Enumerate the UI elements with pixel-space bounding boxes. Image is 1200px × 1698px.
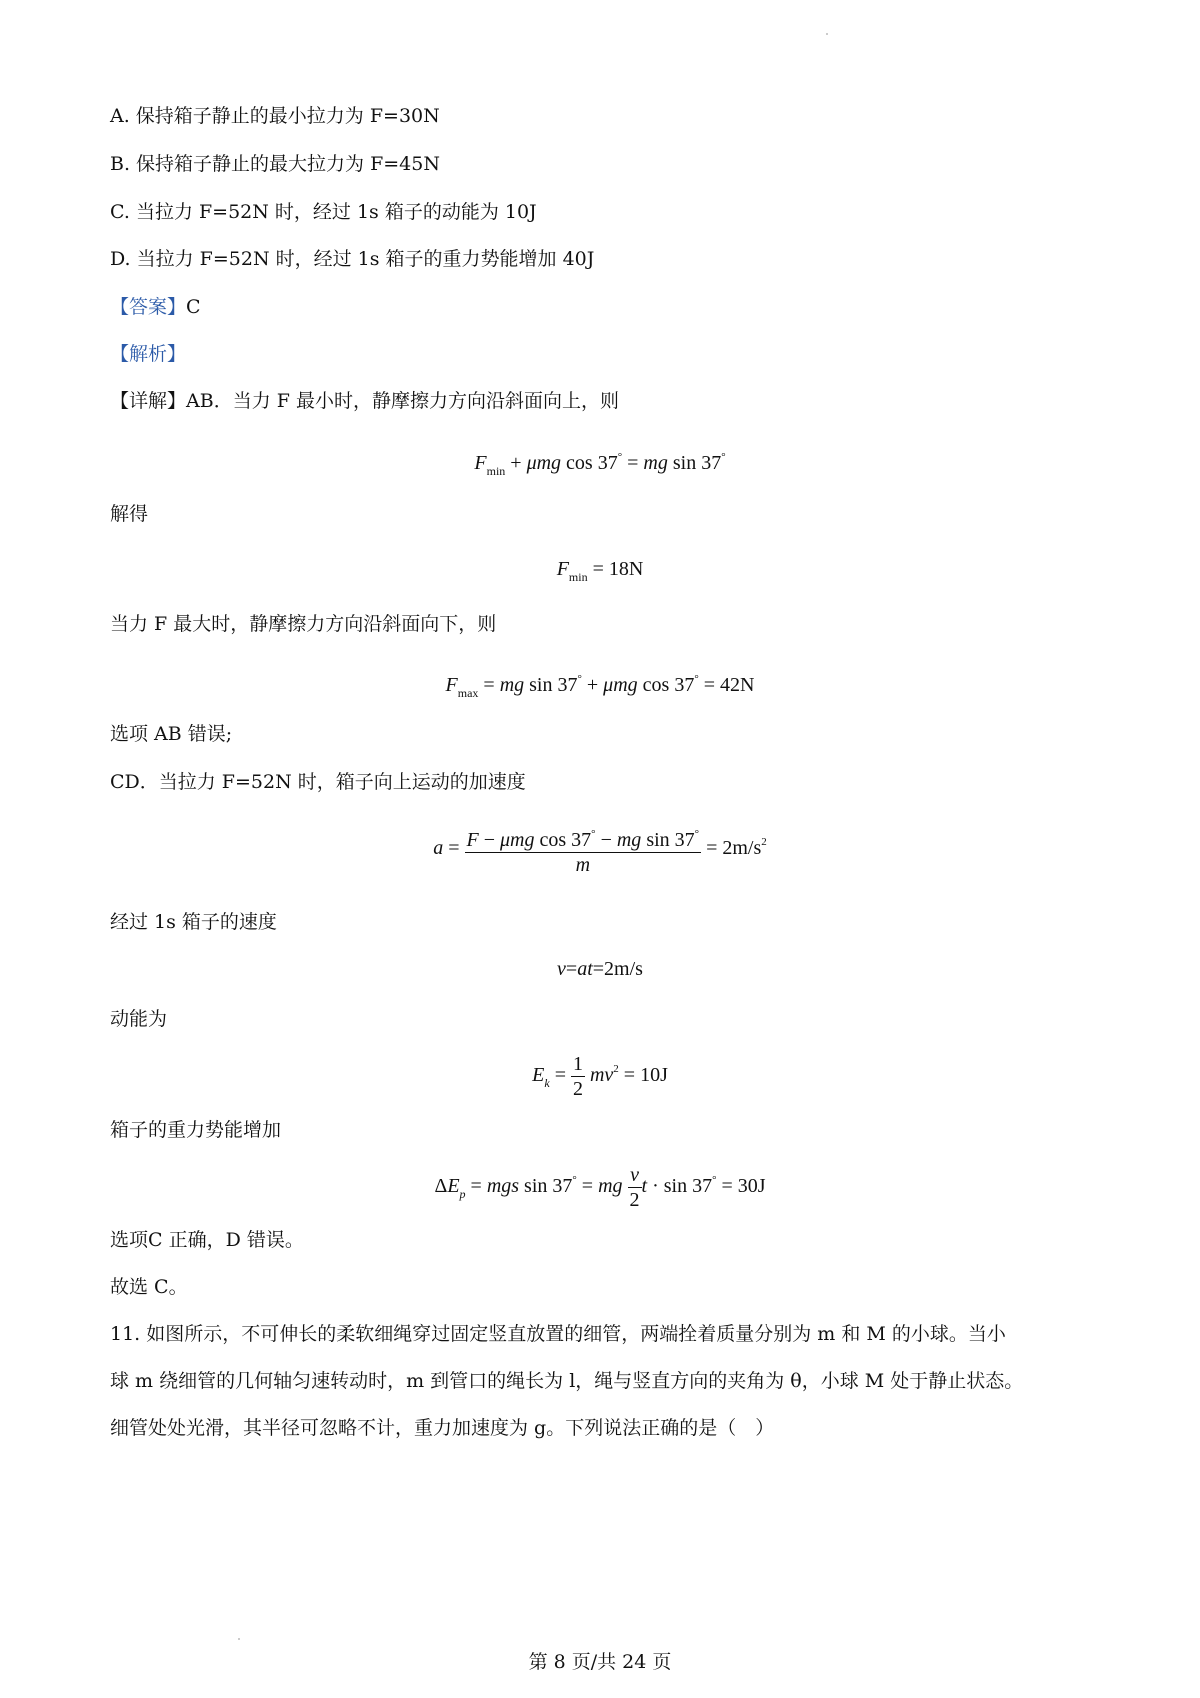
answer-label: 【答案】	[110, 296, 187, 318]
equation-3: $F_{max}$ = mg sin 37° + μmg cos 37° = 42N	[445, 673, 755, 700]
equation-6: $E_k$ = $\frac{1}{2}$ $mv^2 = 10J$	[532, 1053, 668, 1100]
analysis-label: 【解析】	[110, 343, 187, 365]
option-b: B. 保持箱子静止的最大拉力为 F=45N	[110, 153, 440, 175]
speed-intro: 经过 1s 箱子的速度	[110, 911, 277, 933]
question-11-line-1: 11. 如图所示，不可伸长的柔软细绳穿过固定竖直放置的细管，两端拴着质量分别为 m 和 M 的小球。当小	[110, 1323, 1006, 1345]
fraction: $\frac{1}{2}$	[572, 1053, 583, 1100]
equation-5: v=at=2m/s	[557, 958, 643, 980]
option-d: D. 当拉力 F=52N 时，经过 1s 箱子的重力势能增加 40J	[110, 248, 595, 270]
scan-dot	[238, 1638, 240, 1640]
equation-1: $F_{min} + \mu mg$ cos 37° = mg sin 37°	[474, 451, 726, 478]
question-11-line-2: 球 m 绕细管的几何轴匀速转动时，m 到管口的绳长为 l，绳与竖直方向的夹角为 θ，小球 M 处于静止状态。	[110, 1370, 1024, 1392]
option-a: A. 保持箱子静止的最小拉力为 F=30N	[110, 105, 440, 127]
ab-wrong: 选项 AB 错误;	[110, 723, 233, 745]
fraction: $\frac{v}{2}$	[629, 1164, 640, 1211]
equation-4: a = $\frac{F - \mu mg \cos 37^\circ - mg \sin 37^\circ}{m}$ = $2m/s^2$	[0, 822, 1200, 877]
fraction: $\frac{F - \mu mg \cos 37^\circ - mg \sin 37^\circ}{m}$	[466, 828, 700, 876]
option-c: C. 当拉力 F=52N 时，经过 1s 箱子的动能为 10J	[110, 201, 537, 223]
fmax-intro: 当力 F 最大时，静摩擦力方向沿斜面向下，则	[110, 613, 497, 635]
choose-line: 故选 C。	[110, 1276, 188, 1298]
scan-dot	[826, 33, 828, 35]
jiede-text: 解得	[110, 503, 149, 525]
conclusion: 选项C 正确，D 错误。	[110, 1229, 304, 1251]
ke-intro: 动能为	[110, 1008, 168, 1030]
detail-text: AB．当力 F 最小时，静摩擦力方向沿斜面向上，则	[186, 390, 619, 412]
cd-intro: CD．当拉力 F=52N 时，箱子向上运动的加速度	[110, 771, 526, 793]
equation-2: $F_{min} = 18N$	[556, 558, 644, 584]
answer-line	[110, 293, 201, 321]
detail-line	[110, 387, 619, 415]
pe-intro: 箱子的重力势能增加	[110, 1119, 282, 1141]
page-footer: 第 8 页/共 24 页	[528, 1651, 672, 1673]
question-11-line-3: 细管处处光滑，其半径可忽略不计，重力加速度为 g。下列说法正确的是（ ）	[110, 1417, 775, 1439]
answer-value: C	[186, 296, 201, 318]
detail-label: 【详解】	[110, 390, 187, 412]
equation-7: $\Delta E_p$ = mgs sin 37° = mg $\frac{v}{2}$ t · sin 37° = 30J	[434, 1164, 766, 1211]
